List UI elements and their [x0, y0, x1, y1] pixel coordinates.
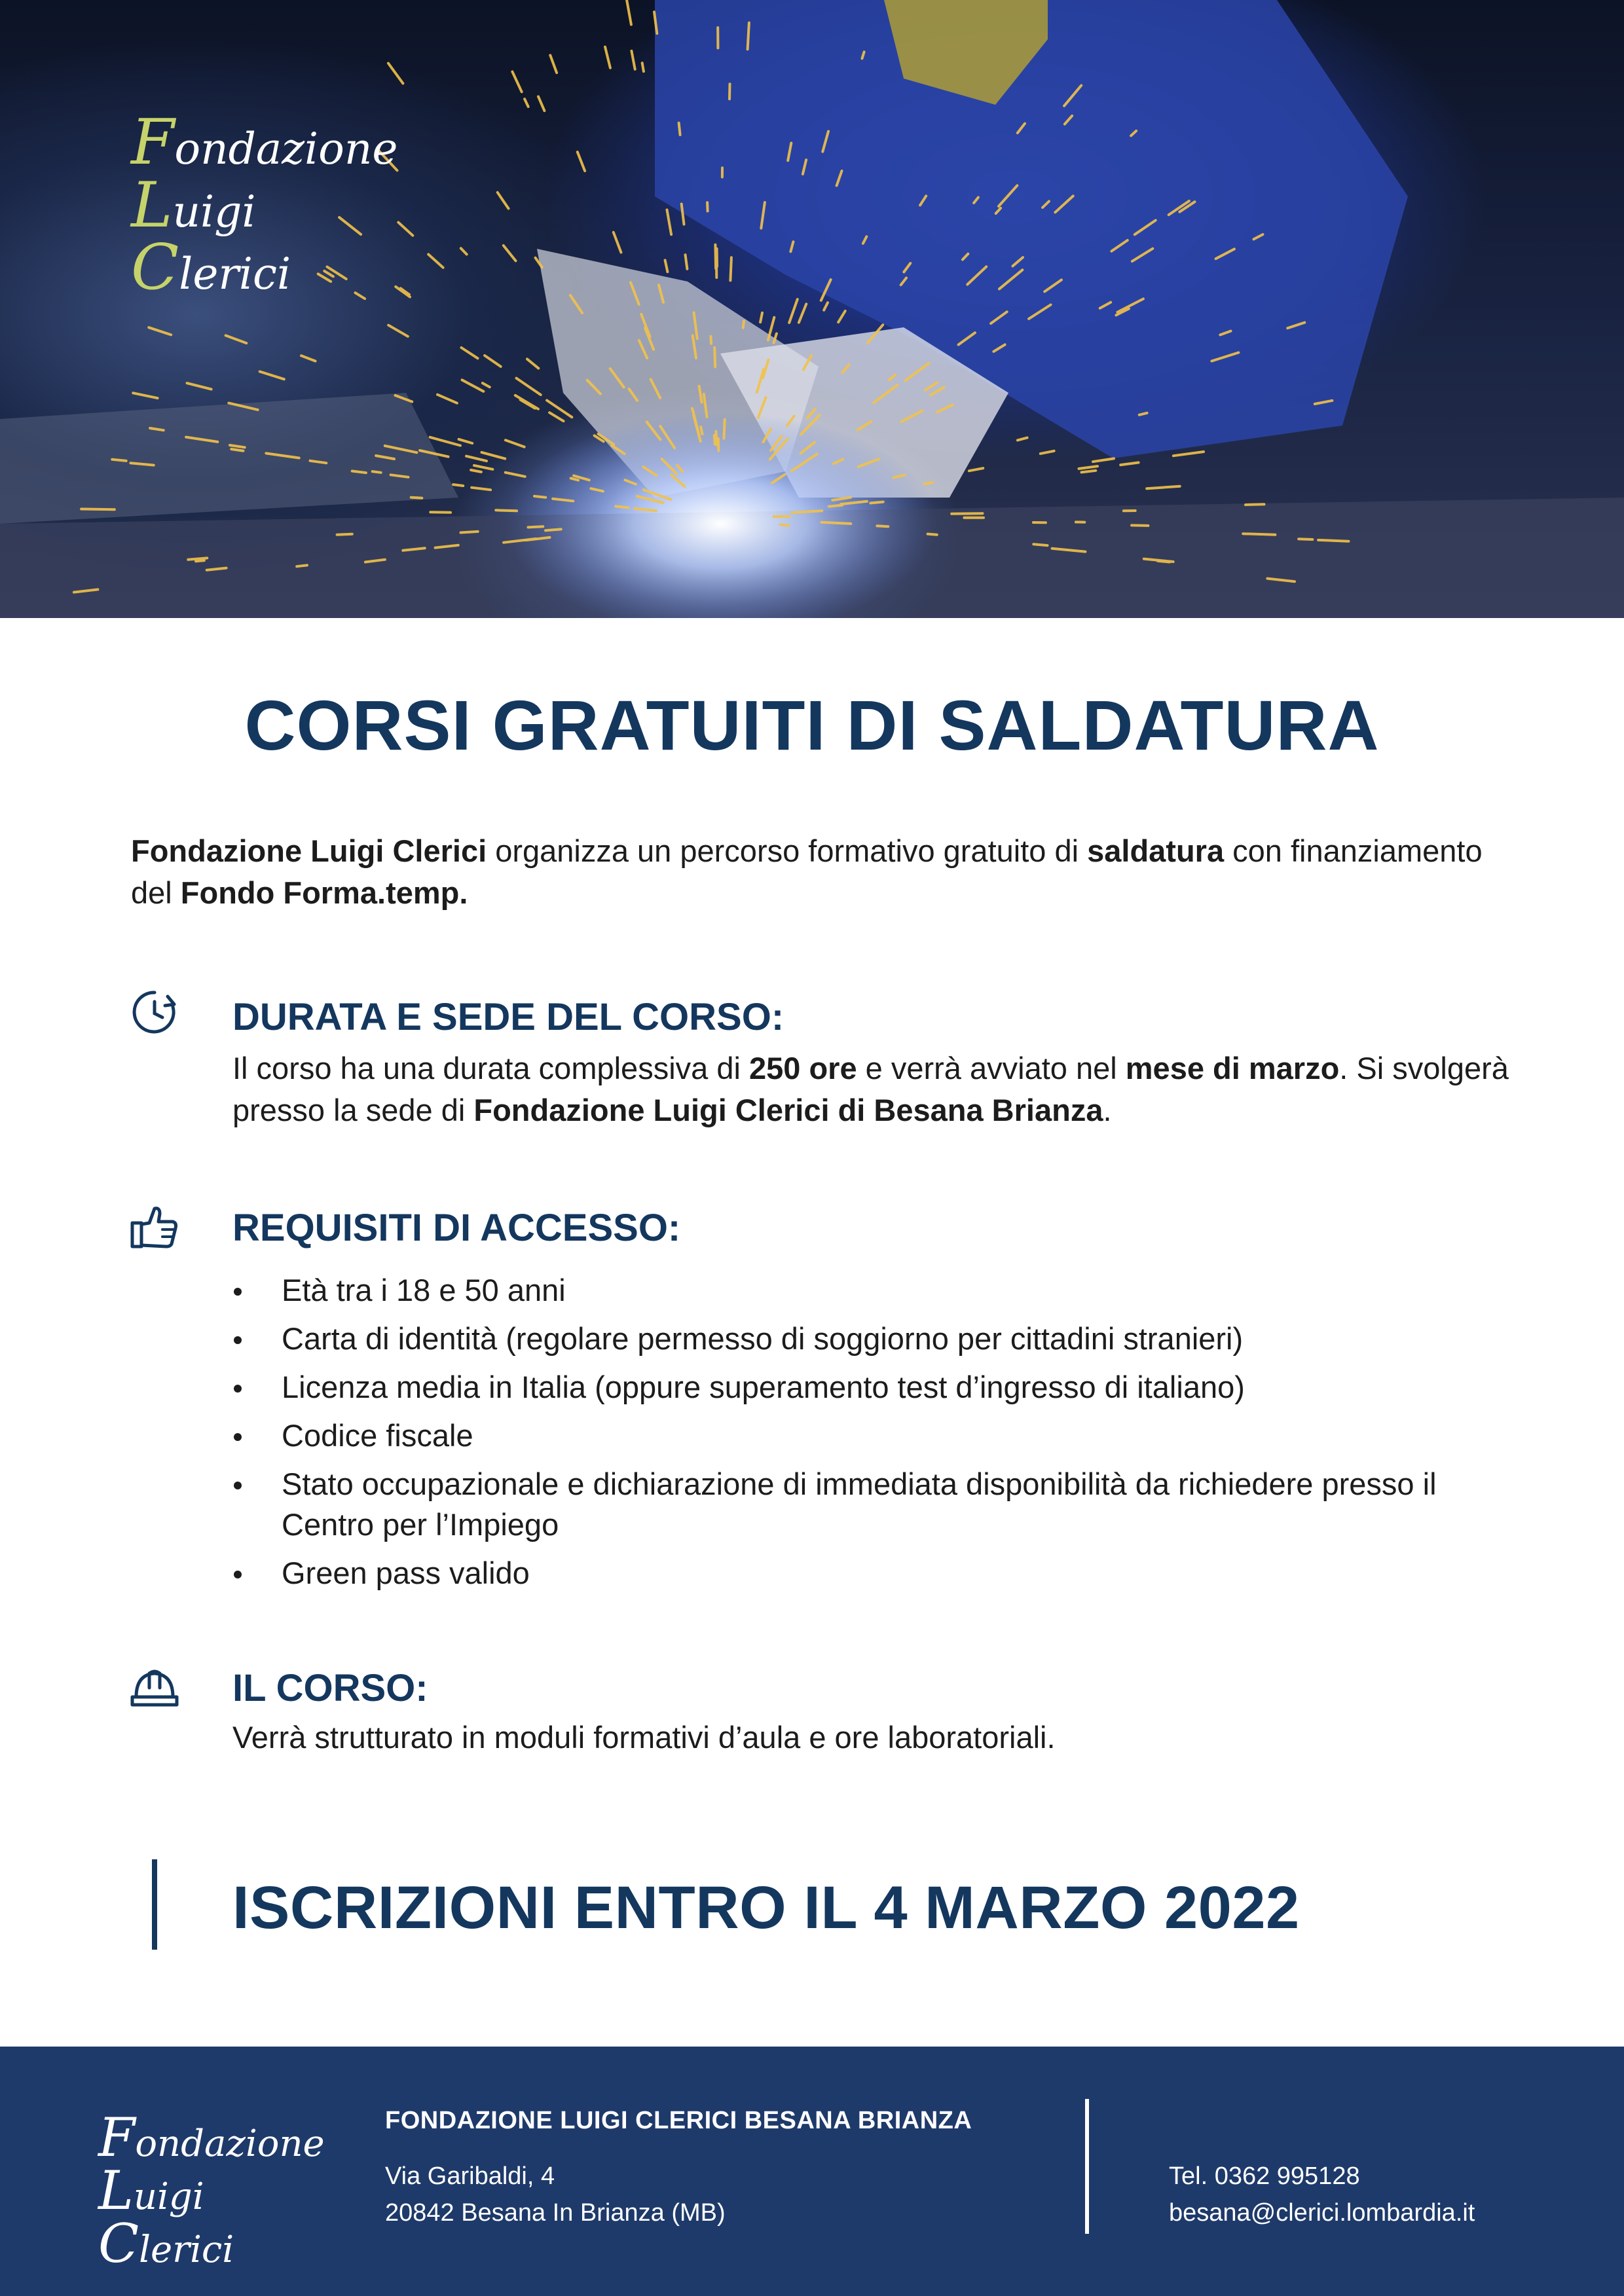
spark	[665, 260, 668, 272]
spark	[781, 524, 789, 526]
footer-contact	[1169, 2158, 1475, 2231]
spark	[517, 378, 541, 395]
spark	[710, 337, 711, 344]
logo-line: Luigi	[131, 168, 256, 242]
list-item: Codice fiscale	[232, 1415, 1516, 1456]
intro-paragraph	[131, 830, 1513, 914]
spark	[642, 63, 644, 71]
spark	[730, 257, 731, 280]
spark	[231, 449, 243, 451]
spark	[196, 560, 204, 561]
spark	[461, 532, 478, 533]
spark	[301, 355, 316, 361]
spark	[528, 526, 544, 527]
spark	[81, 509, 115, 510]
logo-line: Clerici	[131, 230, 291, 304]
hero-image	[0, 0, 1624, 618]
text-run: Il corso ha una durata complessiva di	[232, 1051, 749, 1085]
spark	[701, 427, 702, 434]
spark	[396, 287, 410, 297]
spark	[461, 248, 467, 254]
spark	[187, 383, 212, 389]
spark	[521, 400, 535, 409]
spark	[571, 479, 578, 481]
deadline-banner: ISCRIZIONI ENTRO IL 4 MARZO 2022	[232, 1874, 1300, 1941]
spark	[373, 471, 381, 473]
spark	[1079, 466, 1098, 469]
spark	[545, 529, 561, 530]
spark	[792, 511, 822, 513]
spark	[748, 23, 749, 50]
requirements-list	[232, 1270, 1516, 1601]
spark	[707, 202, 708, 211]
section-title-requirements: REQUISITI DI ACCESSO:	[232, 1207, 681, 1249]
list-item: Carta di identità (regolare permesso di soggiorno per cittadini stranieri)	[232, 1319, 1516, 1359]
spark	[1246, 504, 1264, 505]
list-item: Età tra i 18 e 50 anni	[232, 1270, 1516, 1311]
spark	[1139, 413, 1147, 415]
spark	[352, 471, 366, 473]
spark	[471, 488, 490, 490]
spark	[462, 380, 484, 392]
spark	[549, 412, 563, 421]
address-line: 20842 Besana In Brianza (MB)	[385, 2199, 726, 2227]
clock-icon	[130, 987, 179, 1037]
spark	[578, 152, 585, 171]
spark	[534, 496, 545, 498]
spark	[667, 210, 672, 235]
section-title-duration: DURATA E SEDE DEL CORSO:	[232, 996, 784, 1038]
spark	[398, 223, 413, 236]
spark	[760, 313, 762, 322]
spark	[928, 534, 937, 535]
list-item: Licenza media in Italia (oppure superamento test d’ingresso di italiano)	[232, 1367, 1516, 1408]
hard-hat-icon	[130, 1663, 179, 1713]
spark	[527, 359, 538, 368]
spark	[466, 456, 487, 461]
spark	[627, 0, 631, 25]
email-address: besana@clerici.lombardia.it	[1169, 2199, 1475, 2227]
spark	[838, 311, 845, 322]
logo-line: Fondazione	[98, 2107, 325, 2169]
spark	[1132, 525, 1148, 526]
spark	[506, 440, 525, 446]
spark	[1173, 452, 1204, 456]
spark	[462, 348, 478, 358]
spark	[821, 522, 851, 524]
spark	[605, 47, 610, 68]
text-run: mese di marzo	[1125, 1051, 1340, 1085]
page-title: CORSI GRATUITI DI SALDATURA	[244, 685, 1380, 765]
intro-org: Fondazione Luigi Clerici	[131, 833, 487, 868]
footer	[0, 2047, 1624, 2296]
intro-highlight: saldatura	[1087, 833, 1225, 868]
spark	[506, 473, 525, 477]
spark	[1318, 540, 1348, 541]
spark	[430, 512, 451, 513]
spark	[337, 534, 352, 535]
spark	[388, 325, 408, 337]
spark	[482, 452, 506, 459]
spark	[226, 335, 247, 343]
spark	[1147, 486, 1180, 488]
spark	[485, 355, 501, 367]
spark	[799, 304, 806, 322]
spark	[550, 55, 557, 73]
footer-logo	[98, 2107, 325, 2276]
spark	[471, 470, 481, 472]
spark	[430, 437, 460, 446]
section-text-course: Verrà strutturato in moduli formativi d’aula e ore laboratoriali.	[232, 1720, 1056, 1755]
spark	[969, 468, 983, 471]
spark	[538, 96, 544, 111]
intro-fund: Fondo Forma.temp.	[180, 875, 468, 910]
address-line: Via Garibaldi, 4	[385, 2162, 555, 2190]
logo-line: Clerici	[98, 2214, 234, 2276]
spark	[870, 502, 883, 503]
spark	[496, 510, 517, 511]
list-item: Stato occupazionale e dichiarazione di immediata disponibilità da richiedere presso il Centro per l’Impiego	[232, 1464, 1516, 1545]
spark	[149, 327, 171, 335]
section-title-course: IL CORSO:	[232, 1667, 428, 1709]
spark	[824, 302, 828, 310]
spark	[714, 348, 715, 367]
spark	[614, 232, 621, 253]
spark	[951, 513, 982, 514]
spark	[260, 372, 284, 380]
spark	[616, 506, 628, 507]
spark	[388, 64, 403, 84]
spark	[453, 484, 463, 486]
spark	[474, 465, 492, 469]
spark	[1082, 471, 1096, 473]
intro-text: con finanziamento del	[131, 833, 1483, 910]
spark	[789, 299, 798, 323]
text-run: e verrà avviato nel	[857, 1051, 1126, 1085]
text-run: Fondazione Luigi Clerici di Besana Brianza	[473, 1093, 1103, 1127]
spark	[729, 84, 730, 99]
footer-address	[385, 2158, 726, 2231]
spark	[631, 51, 635, 69]
spark	[297, 565, 307, 566]
list-item: Green pass valido	[232, 1553, 1516, 1594]
spark	[714, 435, 715, 445]
spark	[1033, 544, 1047, 545]
spark	[743, 321, 744, 327]
text-run: 250 ore	[748, 1051, 857, 1085]
spark	[925, 483, 933, 484]
spark	[483, 383, 490, 387]
spark	[679, 123, 680, 135]
logo-line: Luigi	[98, 2160, 204, 2223]
spark	[504, 246, 516, 261]
section-text-duration	[232, 1048, 1516, 1131]
spark	[1243, 534, 1275, 535]
spark	[437, 395, 457, 403]
spark	[428, 255, 443, 268]
footer-divider	[1085, 2099, 1089, 2234]
spark	[525, 99, 528, 107]
spark	[512, 72, 521, 92]
welding-sparks-illustration	[0, 0, 1624, 618]
spark	[718, 439, 719, 451]
logo-line: Fondazione	[131, 105, 398, 179]
spark	[686, 255, 688, 269]
thumbs-up-icon	[130, 1202, 179, 1252]
spark	[459, 439, 473, 443]
deadline-accent-bar	[152, 1859, 157, 1950]
hero-logo	[131, 105, 398, 304]
footer-org-name: FONDAZIONE LUIGI CLERICI BESANA BRIANZA	[385, 2107, 972, 2134]
spark	[133, 393, 157, 398]
text-run: .	[1103, 1093, 1112, 1127]
text-run: . Si svolgerà presso la sede di	[232, 1051, 1509, 1127]
intro-text: organizza un percorso formativo gratuito di	[487, 833, 1088, 868]
spark	[1041, 451, 1054, 454]
spark	[112, 460, 126, 461]
phone-number: Tel. 0362 995128	[1169, 2162, 1360, 2190]
spark	[498, 192, 509, 209]
spark	[1120, 463, 1138, 465]
spark	[1158, 561, 1170, 562]
spark	[1018, 438, 1027, 441]
spark	[1093, 458, 1114, 462]
